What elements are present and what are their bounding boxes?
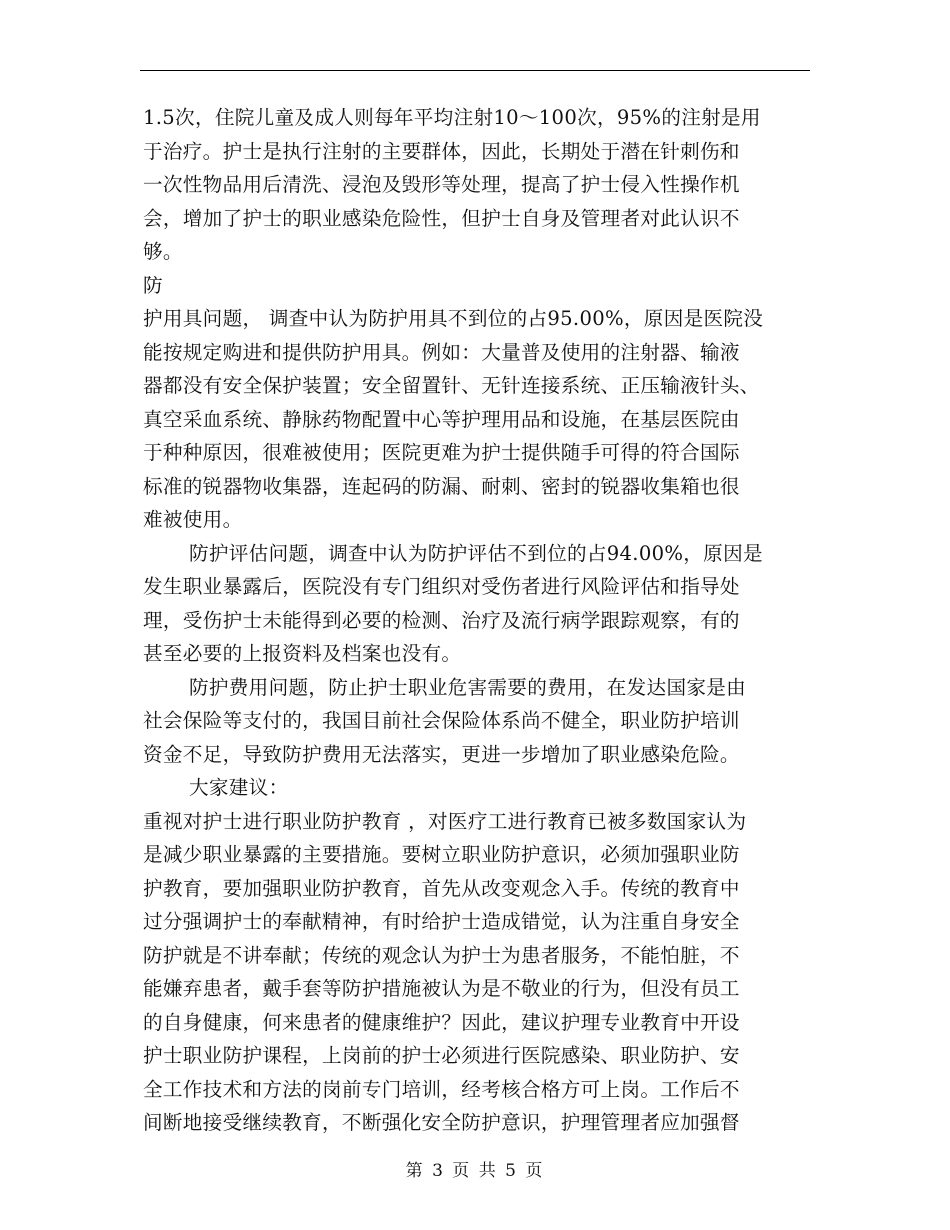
text-line: 防护就是不讲奉献；传统的观念认为护士为患者服务，不能怕脏，不 xyxy=(143,943,740,967)
text-line: 标准的锐器物收集器，连起码的防漏、耐刺、密封的锐器收集箱也很 xyxy=(143,474,740,498)
text-line: 于种种原因，很难被使用；医院更难为护士提供随手可得的符合国际 xyxy=(143,441,740,464)
text-line: 1.5次，住院儿童及成人则每年平均注射10～100次，95%的注射是用 xyxy=(143,106,761,129)
text-line: 是减少职业暴露的主要措施。要树立职业防护意识，必须加强职业防 xyxy=(143,843,740,866)
text-line: 于治疗。护士是执行注射的主要群体，因此，长期处于潜在针刺伤和 xyxy=(143,139,740,163)
text-line: 重视对护士进行职业防护教育 ，对医疗工进行教育已被多数国家认为 xyxy=(143,809,747,833)
text-line: 器都没有安全保护装置；安全留置针、无针连接系统、正压输液针头、 xyxy=(143,374,760,397)
text-line: 能按规定购进和提供防护用具。例如：大量普及使用的注射器、输液 xyxy=(143,340,740,364)
text-line: 过分强调护士的奉献精神，有时给护士造成错觉，认为注重自身安全 xyxy=(143,910,740,933)
text-line: 理，受伤护士未能得到必要的检测、治疗及流行病学跟踪观察，有的 xyxy=(143,608,740,632)
text-line: 防 xyxy=(143,273,163,297)
text-line: 护士职业防护课程，上岗前的护士必须进行医院感染、职业防护、安 xyxy=(143,1044,740,1067)
text-line: 真空采血系统、静脉药物配置中心等护理用品和设施，在基层医院由 xyxy=(143,407,740,431)
page-footer: 第 3 页 共 5 页 xyxy=(405,1161,545,1181)
text-line: 大家建议： xyxy=(189,776,289,799)
text-line: 发生职业暴露后，医院没有专门组织对受伤者进行风险评估和指导处 xyxy=(143,575,740,598)
document-body xyxy=(143,101,811,1140)
text-line: 防护费用问题，防止护士职业危害需要的费用，在发达国家是由 xyxy=(189,675,747,699)
text-line: 会，增加了护士的职业感染危险性，但护士自身及管理者对此认识不 xyxy=(143,206,740,230)
text-line: 全工作技术和方法的岗前专门培训，经考核合格方可上岗。工作后不 xyxy=(143,1077,740,1101)
text-line: 一次性物品用后清洗、浸泡及毁形等处理，提高了护士侵入性操作机 xyxy=(143,173,740,196)
text-line: 够。 xyxy=(143,240,183,263)
text-line: 护教育，要加强职业防护教育，首先从改变观念入手。传统的教育中 xyxy=(143,876,740,900)
text-line: 甚至必要的上报资料及档案也没有。 xyxy=(143,642,462,665)
text-line: 能嫌弃患者，戴手套等防护措施被认为是不敬业的行为，但没有员工 xyxy=(143,977,740,1000)
text-line: 难被使用。 xyxy=(143,508,243,531)
text-line: 间断地接受继续教育，不断强化安全防护意识，护理管理者应加强督 xyxy=(143,1111,740,1134)
text-line: 防护评估问题，调查中认为防护评估不到位的占94.00%，原因是 xyxy=(189,541,763,565)
header-rule xyxy=(140,70,810,71)
text-line: 社会保险等支付的，我国目前社会保险体系尚不健全，职业防护培训 xyxy=(143,709,740,732)
text-line: 护用具问题， 调查中认为防护用具不到位的占95.00%，原因是医院没 xyxy=(143,307,764,330)
text-line: 的自身健康，何来患者的健康维护？因此，建议护理专业教育中开设 xyxy=(143,1010,740,1034)
text-line: 资金不足，导致防护费用无法落实，更进一步增加了职业感染危险。 xyxy=(143,742,740,766)
